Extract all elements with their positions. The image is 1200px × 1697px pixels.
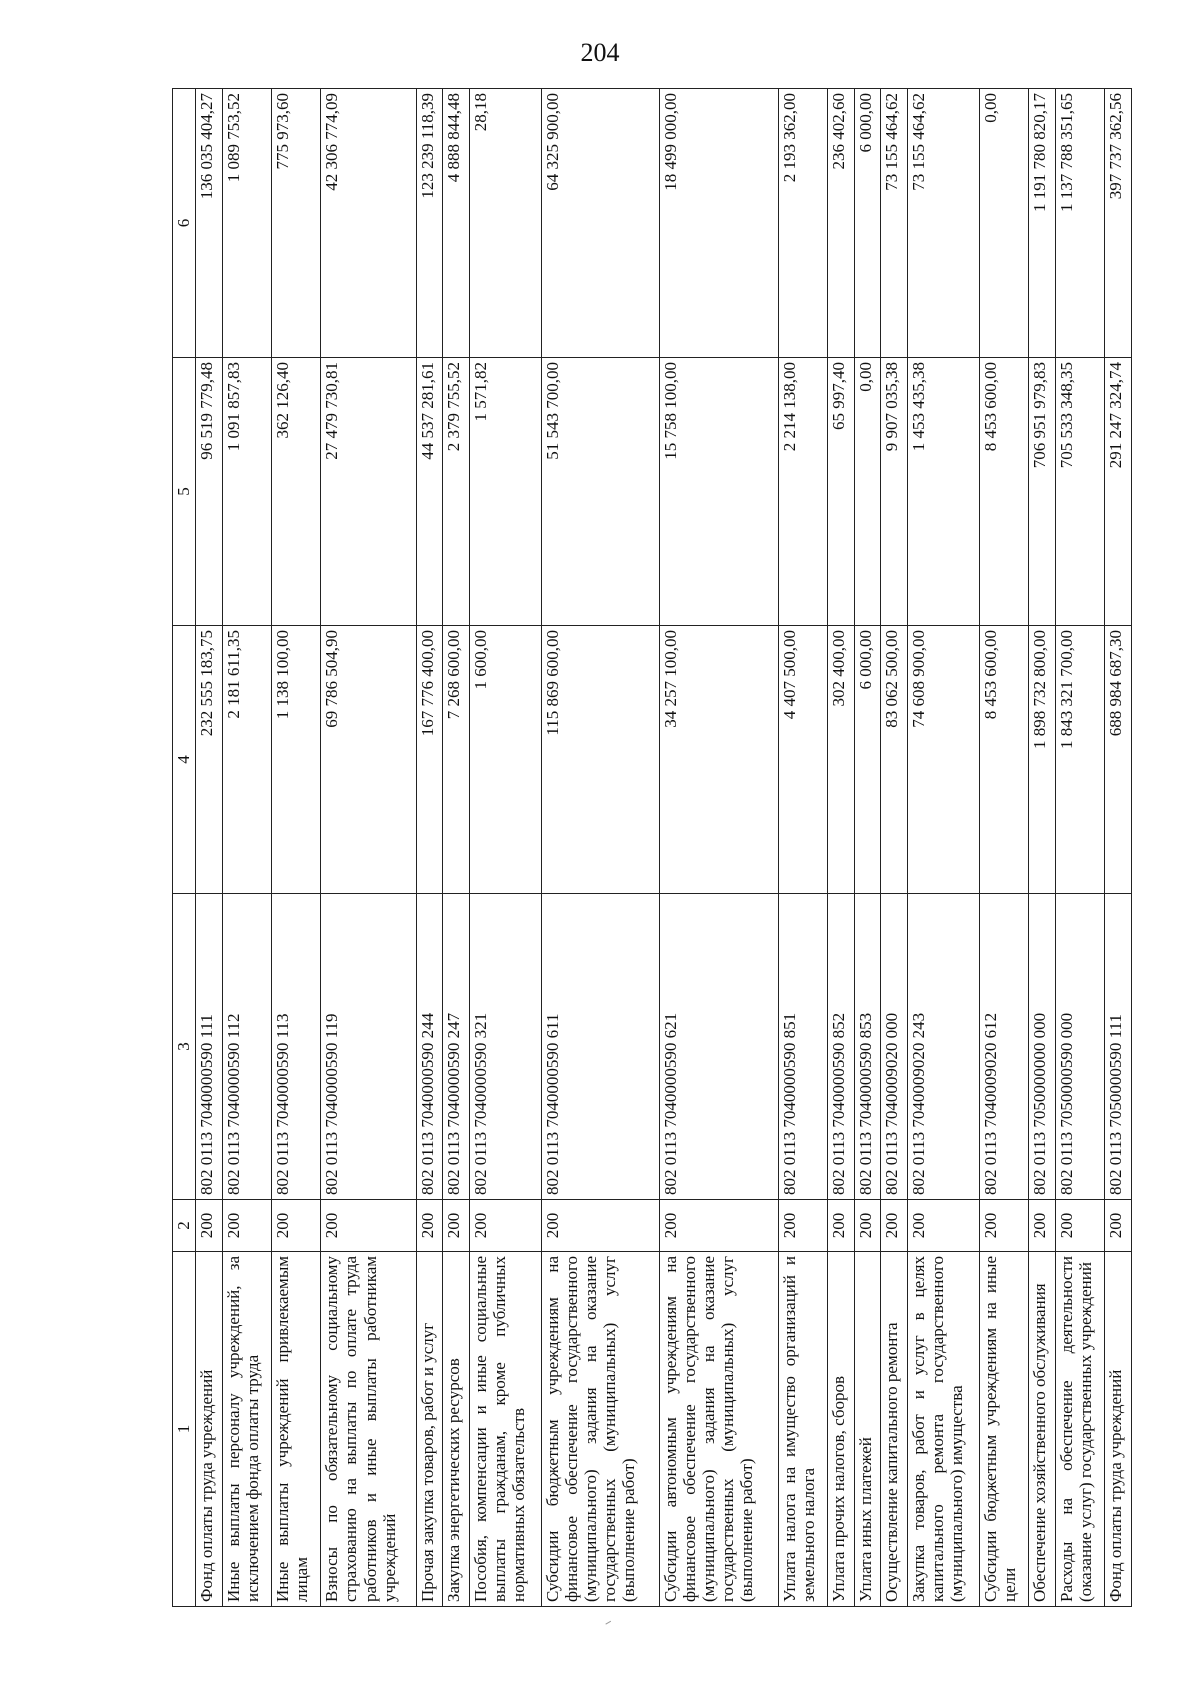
row-value-4: 7 268 600,00: [443, 626, 470, 894]
table-row: [1105, 89, 1132, 1607]
row-value-5: 1 453 435,38: [907, 358, 979, 626]
row-name: Пособия, компенсации и иные социальные выплаты гражданам, кроме публичных нормативных обязательств: [469, 1252, 541, 1607]
row-value-4: 6 000,00: [854, 626, 881, 894]
row-value-5: 44 537 281,61: [416, 358, 443, 626]
row-code: 200: [196, 1200, 223, 1252]
row-value-6: 28,18: [469, 89, 541, 358]
row-value-5: 362 126,40: [271, 358, 320, 626]
row-name: Уплата иных платежей: [854, 1252, 881, 1607]
table-row: [881, 89, 908, 1607]
scan-speck: [605, 1621, 612, 1627]
row-kbk: 802 0113 7040009020 612: [979, 894, 1028, 1200]
row-code: 200: [1105, 1200, 1132, 1252]
row-value-6: 1 137 788 351,65: [1055, 89, 1104, 358]
row-kbk: 802 0113 7040000590 851: [778, 894, 827, 1200]
row-value-5: 706 951 979,83: [1029, 358, 1056, 626]
row-name: Иные выплаты персоналу учреждений, за исключением фонда оплаты труда: [222, 1252, 271, 1607]
table-row: [416, 89, 443, 1607]
row-value-6: 397 737 362,56: [1105, 89, 1132, 358]
row-value-4: 34 257 100,00: [660, 626, 778, 894]
table-row: [979, 89, 1028, 1607]
row-value-6: 4 888 844,48: [443, 89, 470, 358]
row-code: 200: [1055, 1200, 1104, 1252]
row-code: 200: [828, 1200, 855, 1252]
budget-table: [172, 88, 1132, 1607]
row-value-6: 123 239 118,39: [416, 89, 443, 358]
row-code: 200: [1029, 1200, 1056, 1252]
row-value-4: 115 869 600,00: [542, 626, 660, 894]
row-value-4: 1 600,00: [469, 626, 541, 894]
row-value-6: 73 155 464,62: [881, 89, 908, 358]
row-value-4: 232 555 183,75: [196, 626, 223, 894]
header-col-1: 1: [173, 1252, 196, 1607]
header-col-3: 3: [173, 894, 196, 1200]
row-value-4: 302 400,00: [828, 626, 855, 894]
table-row: [778, 89, 827, 1607]
row-value-4: 4 407 500,00: [778, 626, 827, 894]
row-name: Закупка энергетических ресурсов: [443, 1252, 470, 1607]
table-row: [1029, 89, 1056, 1607]
table-row: [1055, 89, 1104, 1607]
row-name: Уплата налога на имущество организаций и земельного налога: [778, 1252, 827, 1607]
row-value-5: 1 571,82: [469, 358, 541, 626]
row-value-5: 2 379 755,52: [443, 358, 470, 626]
row-name: Закупка товаров, работ и услуг в целях капитального ремонта государственного (муниципального) имущества: [907, 1252, 979, 1607]
row-value-4: 167 776 400,00: [416, 626, 443, 894]
table-row: [660, 89, 778, 1607]
row-value-6: 18 499 000,00: [660, 89, 778, 358]
header-col-6: 6: [173, 89, 196, 358]
row-value-4: 2 181 611,35: [222, 626, 271, 894]
row-kbk: 802 0113 7040000590 853: [854, 894, 881, 1200]
row-name: Иные выплаты учреждений привлекаемым лицам: [271, 1252, 320, 1607]
row-code: 200: [271, 1200, 320, 1252]
row-kbk: 802 0113 7040000590 112: [222, 894, 271, 1200]
table-row: [222, 89, 271, 1607]
row-value-5: 705 533 348,35: [1055, 358, 1104, 626]
row-name: Субсидии бюджетным учреждениям на иные цели: [979, 1252, 1028, 1607]
page-number: 204: [580, 38, 620, 67]
row-value-6: 2 193 362,00: [778, 89, 827, 358]
row-kbk: 802 0113 7040009020 243: [907, 894, 979, 1200]
row-value-5: 27 479 730,81: [321, 358, 416, 626]
row-value-5: 291 247 324,74: [1105, 358, 1132, 626]
row-name: Субсидии бюджетным учреждениям на финансовое обеспечение государственного (муниципального) задания на оказание государственных (муниципальных) услуг (выполнение работ): [542, 1252, 660, 1607]
table-row: [828, 89, 855, 1607]
table-row: [271, 89, 320, 1607]
row-value-6: 775 973,60: [271, 89, 320, 358]
row-kbk: 802 0113 7050000590 111: [1105, 894, 1132, 1200]
row-value-4: 74 608 900,00: [907, 626, 979, 894]
row-value-4: 8 453 600,00: [979, 626, 1028, 894]
row-kbk: 802 0113 7040000590 611: [542, 894, 660, 1200]
row-kbk: 802 0113 7040000590 621: [660, 894, 778, 1200]
header-col-2: 2: [173, 1200, 196, 1252]
row-name: Фонд оплаты труда учреждений: [1105, 1252, 1132, 1607]
row-value-5: 51 543 700,00: [542, 358, 660, 626]
row-kbk: 802 0113 7040000590 321: [469, 894, 541, 1200]
table-row: [907, 89, 979, 1607]
table-row: [542, 89, 660, 1607]
row-code: 200: [660, 1200, 778, 1252]
rotated-table-container: [172, 89, 1132, 1607]
row-code: 200: [979, 1200, 1028, 1252]
row-code: 200: [321, 1200, 416, 1252]
row-code: 200: [778, 1200, 827, 1252]
table-row: [469, 89, 541, 1607]
row-kbk: 802 0113 7050000590 000: [1055, 894, 1104, 1200]
row-value-5: 96 519 779,48: [196, 358, 223, 626]
row-kbk: 802 0113 7040000590 852: [828, 894, 855, 1200]
row-kbk: 802 0113 7040000590 119: [321, 894, 416, 1200]
row-value-6: 73 155 464,62: [907, 89, 979, 358]
row-name: Фонд оплаты труда учреждений: [196, 1252, 223, 1607]
row-name: Субсидии автономным учреждениям на финансовое обеспечение государственного (муниципального) задания на оказание государственных (муниципальных) услуг (выполнение работ): [660, 1252, 778, 1607]
row-value-4: 1 843 321 700,00: [1055, 626, 1104, 894]
row-value-4: 69 786 504,90: [321, 626, 416, 894]
header-col-5: 5: [173, 358, 196, 626]
row-code: 200: [416, 1200, 443, 1252]
row-code: 200: [907, 1200, 979, 1252]
row-value-5: 1 091 857,83: [222, 358, 271, 626]
table-row: [196, 89, 223, 1607]
row-value-6: 42 306 774,09: [321, 89, 416, 358]
row-value-6: 64 325 900,00: [542, 89, 660, 358]
row-value-6: 236 402,60: [828, 89, 855, 358]
row-value-4: 83 062 500,00: [881, 626, 908, 894]
row-value-5: 9 907 035,38: [881, 358, 908, 626]
header-col-4: 4: [173, 626, 196, 894]
row-code: 200: [222, 1200, 271, 1252]
row-value-5: 15 758 100,00: [660, 358, 778, 626]
row-kbk: 802 0113 7040000590 113: [271, 894, 320, 1200]
row-value-6: 6 000,00: [854, 89, 881, 358]
row-name: Взносы по обязательному социальному страхованию на выплаты по оплате труда работников и иные выплаты работникам учреждений: [321, 1252, 416, 1607]
row-code: 200: [443, 1200, 470, 1252]
row-value-5: 65 997,40: [828, 358, 855, 626]
row-name: Прочая закупка товаров, работ и услуг: [416, 1252, 443, 1607]
row-value-6: 136 035 404,27: [196, 89, 223, 358]
row-kbk: 802 0113 7040000590 244: [416, 894, 443, 1200]
table-row: [443, 89, 470, 1607]
row-name: Расходы на обеспечение деятельности (оказание услуг) государственных учреждений: [1055, 1252, 1104, 1607]
row-value-5: 0,00: [854, 358, 881, 626]
row-code: 200: [542, 1200, 660, 1252]
row-code: 200: [469, 1200, 541, 1252]
row-kbk: 802 0113 7040000590 111: [196, 894, 223, 1200]
row-kbk: 802 0113 7040009020 000: [881, 894, 908, 1200]
header-row: [173, 89, 196, 1607]
row-value-5: 8 453 600,00: [979, 358, 1028, 626]
row-kbk: 802 0113 7040000590 247: [443, 894, 470, 1200]
row-value-5: 2 214 138,00: [778, 358, 827, 626]
row-value-4: 1 898 732 800,00: [1029, 626, 1056, 894]
table-row: [854, 89, 881, 1607]
row-value-4: 688 984 687,30: [1105, 626, 1132, 894]
row-code: 200: [881, 1200, 908, 1252]
table-row: [321, 89, 416, 1607]
row-name: Осуществление капитального ремонта: [881, 1252, 908, 1607]
row-name: Обеспечение хозяйственного обслуживания: [1029, 1252, 1056, 1607]
row-name: Уплата прочих налогов, сборов: [828, 1252, 855, 1607]
row-value-4: 1 138 100,00: [271, 626, 320, 894]
row-value-6: 1 089 753,52: [222, 89, 271, 358]
row-code: 200: [854, 1200, 881, 1252]
row-value-6: 0,00: [979, 89, 1028, 358]
row-kbk: 802 0113 7050000000 000: [1029, 894, 1056, 1200]
row-value-6: 1 191 780 820,17: [1029, 89, 1056, 358]
